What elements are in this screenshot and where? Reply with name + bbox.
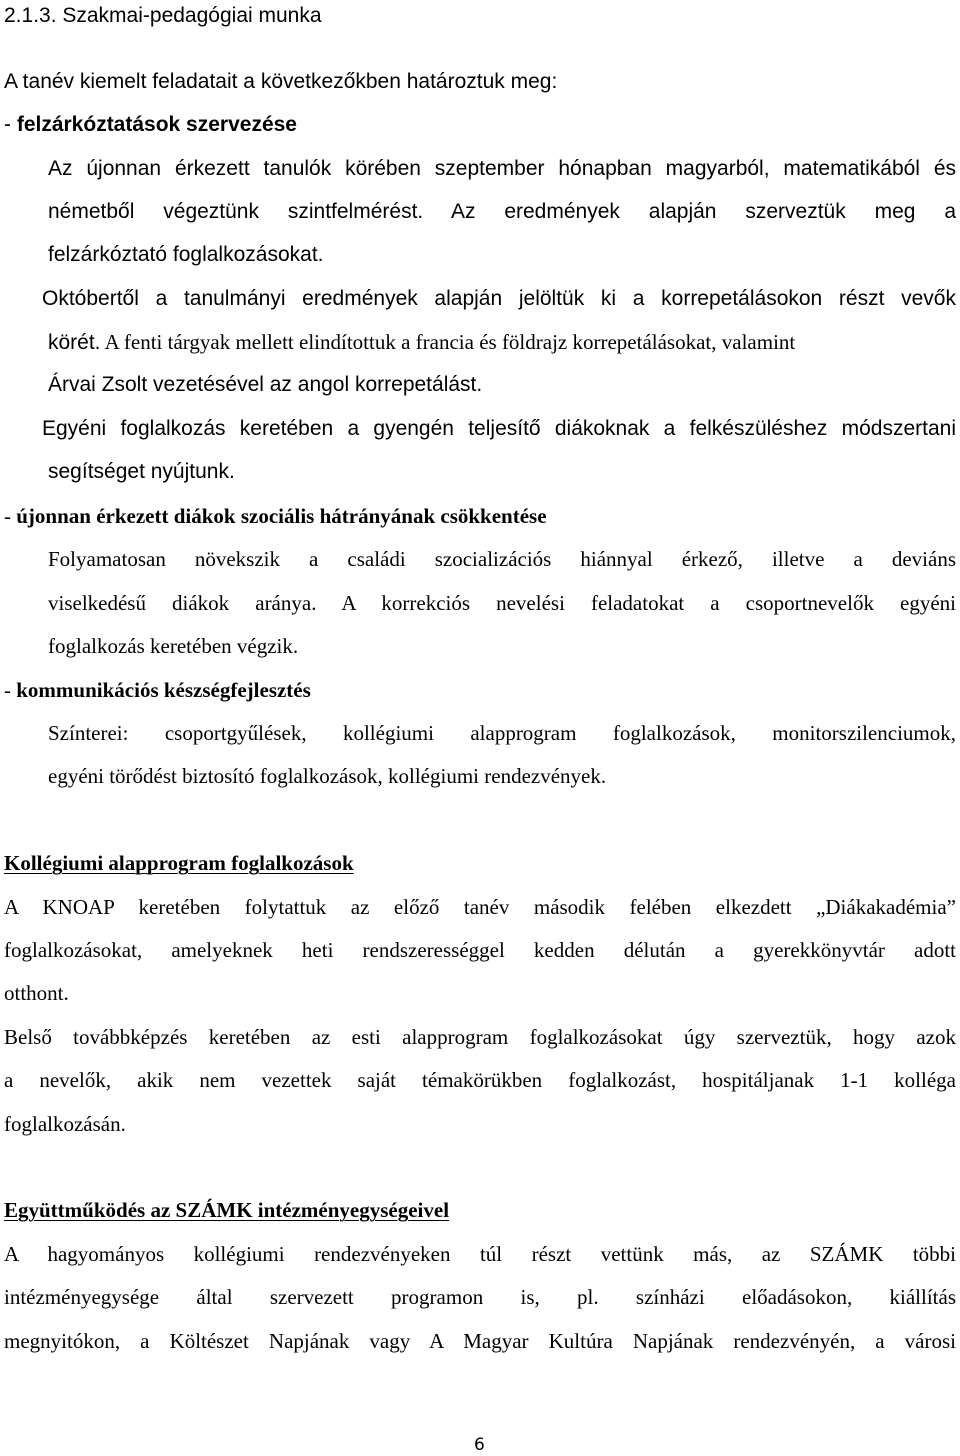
paragraph-line: egyéni törődést biztosító foglalkozások, kollégiumi rendezvények. (48, 764, 607, 788)
egyuttmukodes-heading: Együttműködés az SZÁMK intézményegységeivel (4, 1198, 450, 1222)
paragraph-line: foglalkozásán. (4, 1112, 126, 1136)
paragraph-line: Színterei: csoportgyűlések, kollégiumi alapprogram foglalkozások, monitorszilenciumok, (48, 721, 956, 745)
list-item-3-title: kommunikációs készségfejlesztés (16, 678, 311, 702)
paragraph-line: Árvai Zsolt vezetésével az angol korrepetálást. (48, 373, 483, 396)
section-heading: 2.1.3. Szakmai-pedagógiai munka (4, 4, 322, 27)
paragraph-fragment: körét. (48, 331, 101, 354)
paragraph-line: segítséget nyújtunk. (48, 460, 235, 483)
list-item-2-header (4, 504, 547, 528)
paragraph-line: Belső továbbképzés keretében az esti alapprogram foglalkozásokat úgy szerveztük, hogy azok (4, 1025, 956, 1049)
list-dash: - (4, 113, 17, 136)
paragraph-line: a nevelők, akik nem vezettek saját témakörükben foglalkozást, hospitáljanak 1-1 kolléga (4, 1068, 956, 1092)
kollegiumi-heading: Kollégiumi alapprogram foglalkozások (4, 851, 354, 875)
paragraph-line: otthont. (4, 981, 69, 1005)
paragraph-line: Folyamatosan növekszik a családi szocializációs hiánnyal érkező, illetve a deviáns (48, 547, 956, 571)
paragraph-fragment: A fenti tárgyak mellett elindítottuk a francia és földrajz korrepetálásokat, valamint (100, 330, 796, 354)
list-item-3-header (4, 678, 311, 702)
paragraph-line: Egyéni foglalkozás keretében a gyengén teljesítő diákoknak a felkészüléshez módszertani (42, 417, 956, 440)
list-item-2-title: újonnan érkezett diákok szociális hátrányának csökkentése (16, 504, 547, 528)
paragraph-line: felzárkóztató foglalkozásokat. (48, 243, 324, 266)
list-item-1-header (4, 113, 297, 137)
paragraph-line: németből végeztünk szintfelmérést. Az eredmények alapján szerveztük meg a (48, 200, 956, 223)
paragraph-line: Az újonnan érkezett tanulók körében szeptember hónapban magyarból, matematikából és (48, 157, 956, 180)
paragraph-line: A KNOAP keretében folytattuk az előző tanév második felében elkezdett „Diákakadémia” (4, 895, 956, 919)
paragraph-line: foglalkozás keretében végzik. (48, 634, 299, 658)
list-dash: - (4, 504, 17, 528)
intro-text: A tanév kiemelt feladatait a következőkben határoztuk meg: (4, 70, 558, 93)
paragraph-line-mixed (48, 330, 956, 355)
page-number: 6 (474, 1435, 485, 1455)
paragraph-line: A hagyományos kollégiumi rendezvényeken túl részt vettünk más, az SZÁMK többi (4, 1242, 956, 1266)
paragraph-line: viselkedésű diákok aránya. A korrekciós nevelési feladatokat a csoportnevelők egyéni (48, 591, 956, 615)
list-item-1-title: felzárkóztatások szervezése (16, 113, 297, 136)
list-dash: - (4, 678, 17, 702)
paragraph-line: megnyitókon, a Költészet Napjának vagy A Magyar Kultúra Napjának rendezvényén, a városi (4, 1329, 956, 1353)
paragraph-line: intézményegysége által szervezett programon is, pl. színházi előadásokon, kiállítás (4, 1285, 956, 1309)
paragraph-line: foglalkozásokat, amelyeknek heti rendszerességgel kedden délután a gyerekkönyvtár adott (4, 938, 956, 962)
paragraph-line: Októbertől a tanulmányi eredmények alapján jelöltük ki a korrepetálásokon részt vevők (42, 287, 956, 310)
